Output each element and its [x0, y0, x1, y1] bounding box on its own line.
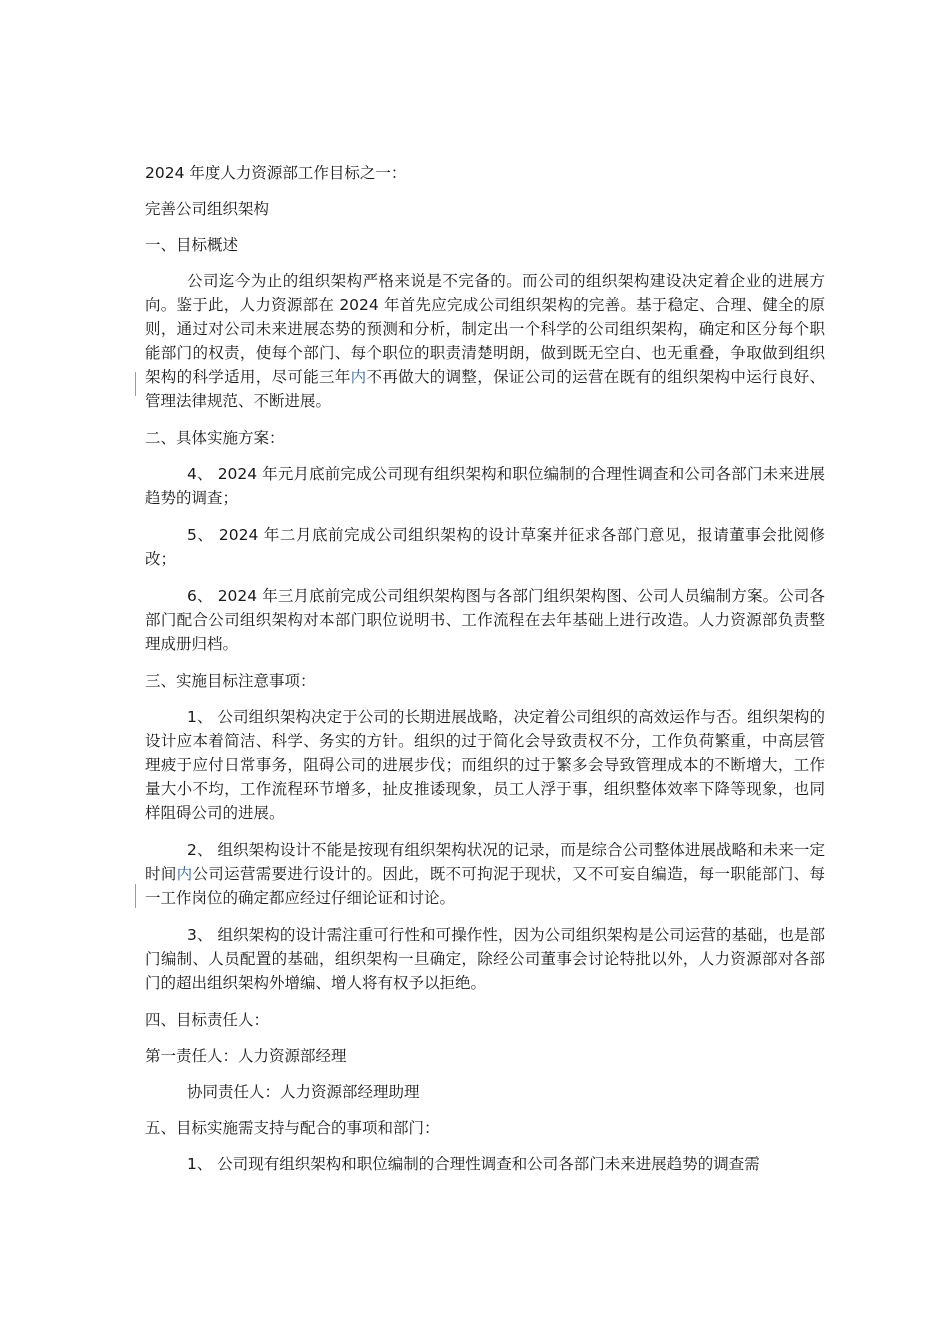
section-2-heading: 二、具体实施方案： — [145, 429, 285, 447]
section-1-paragraph — [145, 269, 825, 413]
section-4-heading: 四、目标责任人： — [145, 1011, 270, 1029]
change-bar-1 — [135, 372, 136, 396]
highlighted-char: 内 — [350, 368, 367, 386]
first-responsible: 第一责任人：人力资源部经理 — [145, 1047, 347, 1065]
section-5-heading: 五、目标实施需支持与配合的事项和部门： — [145, 1119, 440, 1137]
section-1-heading: 一、目标概述 — [145, 236, 239, 254]
section-3-item-1: 1、 公司组织架构决定于公司的长期进展战略，决定着公司组织的高效运作与否。组织架构的设计应本着简洁、科学、务实的方针。组织的过于简化会导致责权不分，工作负荷繁重，中高层管理疲于应付日常事务，阻碍公司的进展步伐；而组织的过于繁多会导致管理成本的不断增大，工作量大小不均，工作流程环节增多，扯皮推诿现象，员工人浮于事，组织整体效率下降等现象，也同样阻碍公司的进展。 — [145, 708, 825, 822]
doc-title: 2024 年度人力资源部工作目标之一： — [145, 164, 407, 182]
section-3-item-3: 3、 组织架构的设计需注重可行性和可操作性，因为公司组织架构是公司运营的基础，也是部门编制、人员配置的基础，组织架构一旦确定，除经公司董事会讨论特批以外，人力资源部对各部门的超出组织架构外增编、增人将有权予以拒绝。 — [145, 926, 825, 992]
section-2-item-5: 5、 2024 年二月底前完成公司组织架构的设计草案并征求各部门意见，报请董事会批阅修改； — [145, 526, 825, 568]
section-3-item-2-text-a: 2、 组织架构设计不能是按现有组织架构状况的记录，而是综合公司整体进展战略和未来一定时间 — [145, 841, 825, 883]
section-3-item-2 — [145, 838, 825, 910]
co-responsible: 协同责任人：人力资源部经理助理 — [187, 1083, 420, 1101]
section-2-item-4: 4、 2024 年元月底前完成公司现有组织架构和职位编制的合理性调查和公司各部门未来进展趋势的调查； — [145, 465, 825, 507]
section-1-text-b: 不再做大的调整，保证公司的运营在既有的组织架构中运行良好、管理法律规范、不断进展。 — [145, 368, 825, 410]
doc-subtitle: 完善公司组织架构 — [145, 200, 270, 218]
change-bar-2 — [135, 884, 136, 908]
section-2-item-6: 6、 2024 年三月底前完成公司组织架构图与各部门组织架构图、公司人员编制方案。公司各部门配合公司组织架构对本部门职位说明书、工作流程在去年基础上进行改造。人力资源部负责整理成册归档。 — [145, 587, 825, 653]
section-5-item-1: 1、 公司现有组织架构和职位编制的合理性调查和公司各部门未来进展趋势的调查需 — [187, 1155, 760, 1173]
section-3-item-2-text-b: 公司运营需要进行设计的。因此，既不可拘泥于现状，又不可妄自编造，每一职能部门、每一工作岗位的确定都应经过仔细论证和讨论。 — [145, 865, 825, 907]
document-page — [145, 161, 825, 1189]
section-1-text-a: 公司迄今为止的组织架构严格来说是不完备的。而公司的组织架构建设决定着企业的进展方向。鉴于此，人力资源部在 2024 年首先应完成公司组织架构的完善。基于稳定、合理、健全的原则，通过对公司未来进展态势的预测和分析，制定出一个科学的公司组织架构，确定和区分每个职能部门的权责，使每个部门、每个职位的职责清楚明朗，做到既无空白、也无重叠，争取做到组织架构的科学适用，尽可能三年 — [145, 272, 825, 386]
highlighted-char: 内 — [176, 865, 193, 883]
section-3-heading: 三、实施目标注意事项： — [145, 672, 316, 690]
